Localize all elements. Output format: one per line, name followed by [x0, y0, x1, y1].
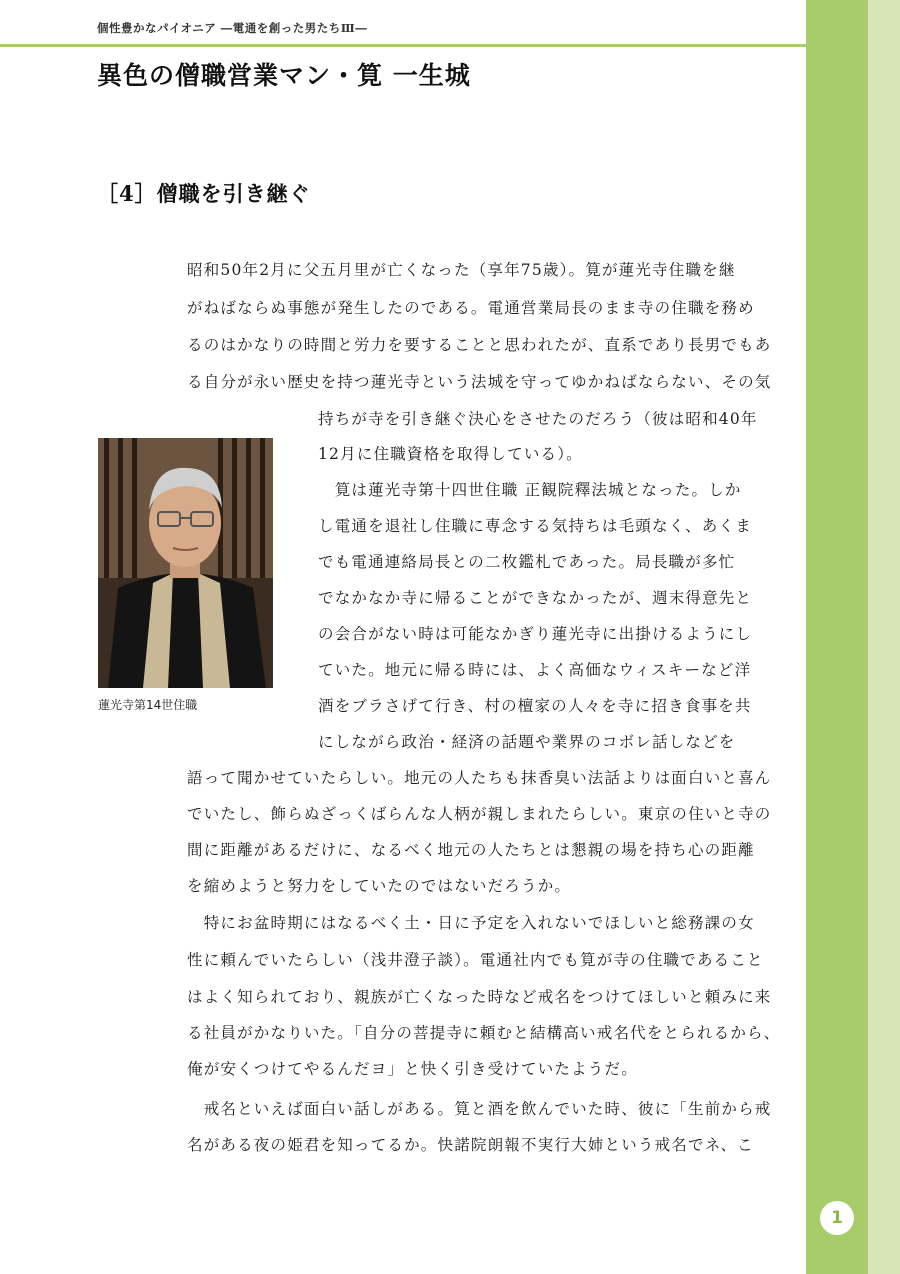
- body-line: 名がある夜の姫君を知ってるか。快諾院朗報不実行大姉という戒名でネ、こ: [187, 1136, 754, 1154]
- running-head: 個性豊かなパイオニア ―電通を創った男たちⅢ―: [97, 21, 368, 35]
- body-line: を縮めようと努力をしていたのではないだろうか。: [187, 877, 572, 895]
- body-line: る自分が永い歴史を持つ蓮光寺という法城を守ってゆかねばならない、その気: [187, 373, 772, 391]
- body-line: る社員がかなりいた。「自分の菩提寺に頼むと結構高い戒名代をとられるから、: [187, 1024, 781, 1042]
- body-line: にしながら政治・経済の話題や業界のコボレ話しなどを: [318, 733, 736, 751]
- body-line: 特にお盆時期にはなるべく土・日に予定を入れないでほしいと総務課の女: [187, 914, 755, 932]
- portrait-photo: [98, 438, 273, 688]
- body-line: でも電通連絡局長との二枚鑑札であった。局長職が多忙: [318, 553, 736, 571]
- body-line: 俺が安くつけてやるんだヨ」と快く引き受けていたようだ。: [187, 1060, 638, 1078]
- body-line: 間に距離があるだけに、なるべく地元の人たちとは懇親の場を持ち心の距離: [187, 841, 755, 859]
- body-line: ていた。地元に帰る時には、よく高価なウィスキーなど洋: [318, 661, 752, 679]
- body-line: 戒名といえば面白い話しがある。筧と酒を飲んでいた時、彼に「生前から戒: [187, 1100, 772, 1118]
- body-line: がねばならぬ事態が発生したのである。電通営業局長のまま寺の住職を務め: [187, 299, 755, 317]
- body-line: はよく知られており、親族が亡くなった時など戒名をつけてほしいと頼みに来: [187, 988, 772, 1006]
- page-title: 異色の僧職営業マン・筧 一生城: [97, 61, 471, 90]
- body-line: 持ちが寺を引き継ぐ決心をさせたのだろう（彼は昭和40年: [318, 410, 758, 428]
- body-line: 性に頼んでいたらしい（浅井澄子談）。電通社内でも筧が寺の住職であること: [187, 951, 764, 969]
- body-line: の会合がない時は可能なかぎり蓮光寺に出掛けるようにし: [318, 625, 753, 643]
- body-line: 12月に住職資格を取得している）。: [318, 445, 583, 463]
- body-line: でいたし、飾らぬざっくばらんな人柄が親しまれたらしい。東京の住いと寺の: [187, 805, 772, 823]
- sidebar-light-band: [868, 0, 900, 1274]
- photo-caption: 蓮光寺第14世住職: [98, 698, 198, 712]
- body-line: 昭和50年2月に父五月里が亡くなった（享年75歳）。筧が蓮光寺住職を継: [187, 261, 736, 279]
- body-line: でなかなか寺に帰ることができなかったが、週末得意先と: [318, 589, 753, 607]
- page-number: 1: [820, 1201, 854, 1235]
- body-line: 筧は蓮光寺第十四世住職 正観院釋法城となった。しか: [318, 481, 742, 499]
- sidebar-green-band: [806, 0, 868, 1274]
- body-line: るのはかなりの時間と労力を要することと思われたが、直系であり長男でもあ: [187, 336, 772, 354]
- body-line: 語って聞かせていたらしい。地元の人たちも抹香臭い法話よりは面白いと喜ん: [187, 769, 772, 787]
- header-rule: [0, 44, 806, 47]
- section-heading: ［4］僧職を引き継ぐ: [97, 181, 311, 206]
- body-line: 酒をブラさげて行き、村の檀家の人々を寺に招き食事を共: [318, 697, 752, 715]
- body-line: し電通を退社し住職に専念する気持ちは毛頭なく、あくま: [318, 517, 752, 535]
